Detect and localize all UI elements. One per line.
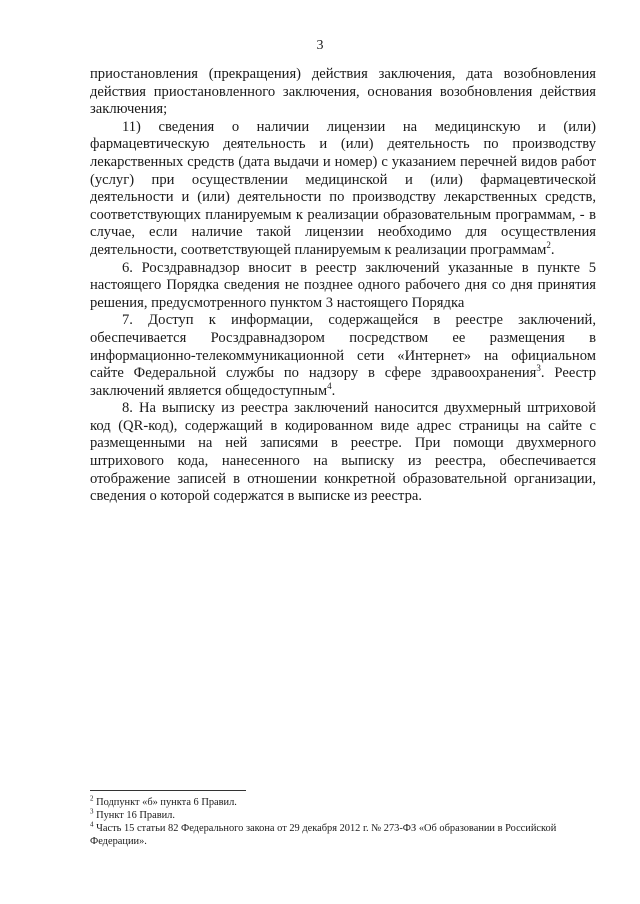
page-number: 3 (316, 38, 324, 53)
footnote-ref-4[interactable]: 4 (327, 380, 332, 391)
paragraph-item-11 (90, 119, 596, 260)
paragraph-section-7-text: 7. Доступ к информации, содержащейся в реестре заключений, обеспечивается Росздравнадзором посредством ее размещения в информационно-телекоммуникационной сети «Интернет» на официальном сайте Федеральной службы по надзору в сфере здравоохранения (90, 312, 596, 382)
footnote-text: Пункт 16 Правил. (93, 810, 175, 821)
paragraph-continuation: приостановления (прекращения) действия заключения, дата возобновления действия приостановленного заключения, основания возобновления действия заключения; (90, 66, 596, 118)
footnote-3 (90, 809, 596, 822)
footnote-text: Подпункт «б» пункта 6 Правил. (93, 797, 237, 808)
footnotes (90, 796, 596, 848)
footnote-ref-2[interactable]: 2 (546, 240, 551, 251)
footnote-2 (90, 796, 596, 809)
paragraph-item-11-end: . (550, 241, 555, 258)
document-body (90, 66, 596, 506)
paragraph-section-6: 6. Росздравнадзор вносит в реестр заключений указанные в пункте 5 настоящего Порядка сведения не позднее одного рабочего дня со дня принятия решения, предусмотренного пунктом 3 настоящего Порядка (90, 259, 596, 311)
footnote-mark: 2 (90, 794, 94, 803)
paragraph-section-7-text-b: . Реестр заключений является общедоступным (90, 365, 596, 399)
footnote-4 (90, 822, 596, 848)
paragraph-item-11-text: 11) сведения о наличии лицензии на медицинскую и (или) фармацевтическую деятельность и (или) деятельность по производству лекарственных средств (дата выдачи и номер) с указанием перечней видов работ (услуг) при осуществлении медицинской и (или) фармацевтической деятельности и (или) деятельности по производству лекарственных средств, соответствующих планируемым к реализации образовательным программам, - в случае, если наличие такой лицензии необходимо для осуществления деятельности, соответствующей планируемым к реализации программам (90, 118, 596, 258)
paragraph-section-8: 8. На выписку из реестра заключений наносится двухмерный штриховой код (QR-код), содержащий в кодированном виде адрес страницы на сайте с размещенными на ней записями в реестре. При помощи двухмерного штрихового кода, нанесенного на выписку из реестра, обеспечивается отображение записей в отношении конкретной образовательной организации, сведения о которой содержатся в выписке из реестра. (90, 400, 596, 505)
footnote-ref-3[interactable]: 3 (536, 363, 541, 374)
footnote-separator (90, 790, 246, 791)
footnote-text: Часть 15 статьи 82 Федерального закона от 29 декабря 2012 г. № 273-ФЗ «Об образовании в Российской Федерации». (90, 823, 557, 847)
paragraph-section-7 (90, 312, 596, 400)
footnote-mark: 3 (90, 807, 94, 816)
paragraph-section-7-end: . (331, 382, 336, 399)
footnote-mark: 4 (90, 820, 94, 829)
